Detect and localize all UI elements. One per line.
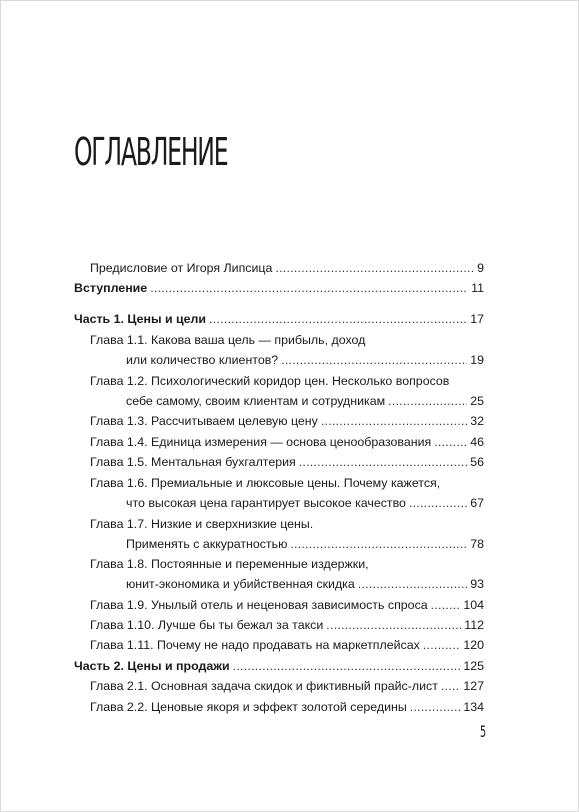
- toc-entry-ch1-5[interactable]: [90, 452, 484, 472]
- toc-entry-line: [90, 432, 484, 452]
- toc-entry-title: Глава 1.11. Почему не надо продавать на маркетплейсах: [90, 638, 420, 652]
- toc-entry-title: Глава 1.6. Премиальные и люксовые цены. Почему кажется,: [90, 476, 441, 490]
- toc-entry-title: Часть 1. Цены и цели: [74, 312, 207, 326]
- toc-entry-line: [90, 635, 484, 655]
- toc-entry-page: 19: [470, 353, 484, 367]
- dot-leader: [434, 432, 467, 452]
- dot-leader: [299, 452, 467, 472]
- toc-entry-title: или количество клиентов?: [126, 353, 279, 367]
- toc-entry-ch2-1[interactable]: [90, 676, 484, 696]
- toc-entry-page: 134: [463, 700, 484, 714]
- toc-entry-page: 67: [470, 496, 484, 510]
- toc-entry-title: Часть 2. Цены и продажи: [74, 659, 230, 673]
- toc-entry-title: Глава 1.8. Постоянные и переменные издержки,: [90, 557, 369, 571]
- dot-leader: [275, 258, 474, 278]
- dot-leader: [410, 697, 461, 717]
- toc-entry-title: Глава 1.9. Унылый отель и неценовая зависимость спроса: [90, 598, 428, 612]
- toc-entry-title: себе самому, своим клиентам и сотрудникам: [126, 394, 386, 408]
- dot-leader: [150, 278, 468, 298]
- toc-entry-page: 17: [470, 312, 484, 326]
- toc-entry-line: [74, 656, 484, 676]
- toc-entry-line: [90, 676, 484, 696]
- toc-entry-title: юнит-экономика и убийственная скидка: [126, 577, 355, 591]
- toc-entry-page: 78: [470, 537, 484, 551]
- toc-entry-title: Применять с аккуратностью: [126, 537, 288, 551]
- toc-entry-page: 125: [463, 659, 484, 673]
- toc-entry-title: Глава 1.4. Единица измерения — основа ценообразования: [90, 435, 432, 449]
- toc-entry-title: Глава 1.1. Какова ваша цель — прибыль, доход: [90, 333, 366, 347]
- toc-entry-page: 9: [477, 261, 484, 275]
- toc-entry-title: Глава 1.5. Ментальная бухгалтерия: [90, 455, 296, 469]
- toc-entry-title: Глава 1.3. Рассчитываем целевую цену: [90, 414, 318, 428]
- dot-leader: [233, 656, 461, 676]
- toc-entry-title: Вступление: [74, 281, 148, 295]
- toc-entry-line: [90, 452, 484, 472]
- toc-entry-line: [90, 514, 484, 534]
- toc-entry-line: [90, 493, 484, 513]
- toc-entry-line: [90, 574, 484, 594]
- toc-entry-title: Глава 1.2. Психологический коридор цен. Несколько вопросов: [90, 374, 450, 388]
- toc-entry-ch1-6[interactable]: [90, 473, 484, 513]
- dot-leader: [423, 635, 460, 655]
- toc-entry-ch1-9[interactable]: [90, 595, 484, 615]
- toc-entry-title: Глава 2.1. Основная задача скидок и фиктивный прайс-лист: [90, 679, 438, 693]
- toc-entry-ch1-10[interactable]: [90, 615, 484, 635]
- dot-leader: [409, 493, 467, 513]
- dot-leader: [321, 411, 467, 431]
- dot-leader: [209, 309, 467, 329]
- toc-entry-page: 112: [464, 618, 484, 632]
- toc-entry-page: 25: [470, 394, 484, 408]
- toc-entry-title: Глава 1.10. Лучше бы ты бежал за такси: [90, 618, 324, 632]
- toc-entry-line: [90, 534, 484, 554]
- toc-entry-title: что высокая цена гарантирует высокое качество: [126, 496, 406, 510]
- toc-entry-line: [90, 595, 484, 615]
- toc-entry-part1[interactable]: [74, 309, 484, 329]
- toc-entry-ch1-8[interactable]: [90, 554, 484, 594]
- dot-leader: [358, 574, 467, 594]
- toc-entry-page: 104: [463, 598, 484, 612]
- page-number: 5: [480, 722, 487, 741]
- toc-entry-ch1-1[interactable]: [90, 330, 484, 370]
- toc-entry-ch2-2[interactable]: [90, 697, 484, 717]
- toc-entry-page: 32: [470, 414, 484, 428]
- toc-entry-line: [90, 350, 484, 370]
- toc-entry-ch1-11[interactable]: [90, 635, 484, 655]
- toc-entry-line: [90, 391, 484, 411]
- toc-entry-ch1-2[interactable]: [90, 371, 484, 411]
- dot-leader: [388, 391, 467, 411]
- toc-entry-ch1-4[interactable]: [90, 432, 484, 452]
- toc-entry-line: [90, 615, 484, 635]
- toc-entry-title: Глава 1.7. Низкие и сверхнизкие цены.: [90, 517, 314, 531]
- dot-leader: [441, 676, 460, 696]
- dot-leader: [326, 615, 461, 635]
- toc-entry-ch1-3[interactable]: [90, 411, 484, 431]
- toc-entry-page: 127: [463, 679, 484, 693]
- toc-entry-line: [90, 554, 484, 574]
- toc-entry-line: [90, 330, 484, 350]
- toc-entry-intro[interactable]: [74, 278, 484, 298]
- toc-entry-page: 56: [470, 455, 484, 469]
- dot-leader: [290, 534, 467, 554]
- toc-entry-line: [90, 371, 484, 391]
- toc-entry-line: [90, 473, 484, 493]
- toc-entry-page: 120: [463, 638, 484, 652]
- toc-entry-ch1-7[interactable]: [90, 514, 484, 554]
- toc-entry-title: Глава 2.2. Ценовые якоря и эффект золотой середины: [90, 700, 407, 714]
- toc-entry-line: [90, 258, 484, 278]
- dot-leader: [431, 595, 461, 615]
- toc-entry-line: [74, 278, 484, 298]
- toc-entry-line: [74, 309, 484, 329]
- toc-entry-line: [90, 697, 484, 717]
- toc-entry-page: 93: [470, 577, 484, 591]
- toc-entry-part2[interactable]: [74, 656, 484, 676]
- toc-entry-line: [90, 411, 484, 431]
- page-title: ОГЛАВЛЕНИЕ: [74, 130, 228, 174]
- toc-entry-page: 11: [471, 281, 484, 295]
- toc-entry-title: Предисловие от Игоря Липсица: [90, 261, 273, 275]
- toc-entry-page: 46: [470, 435, 484, 449]
- toc-entry-preface[interactable]: [90, 258, 484, 278]
- dot-leader: [281, 350, 467, 370]
